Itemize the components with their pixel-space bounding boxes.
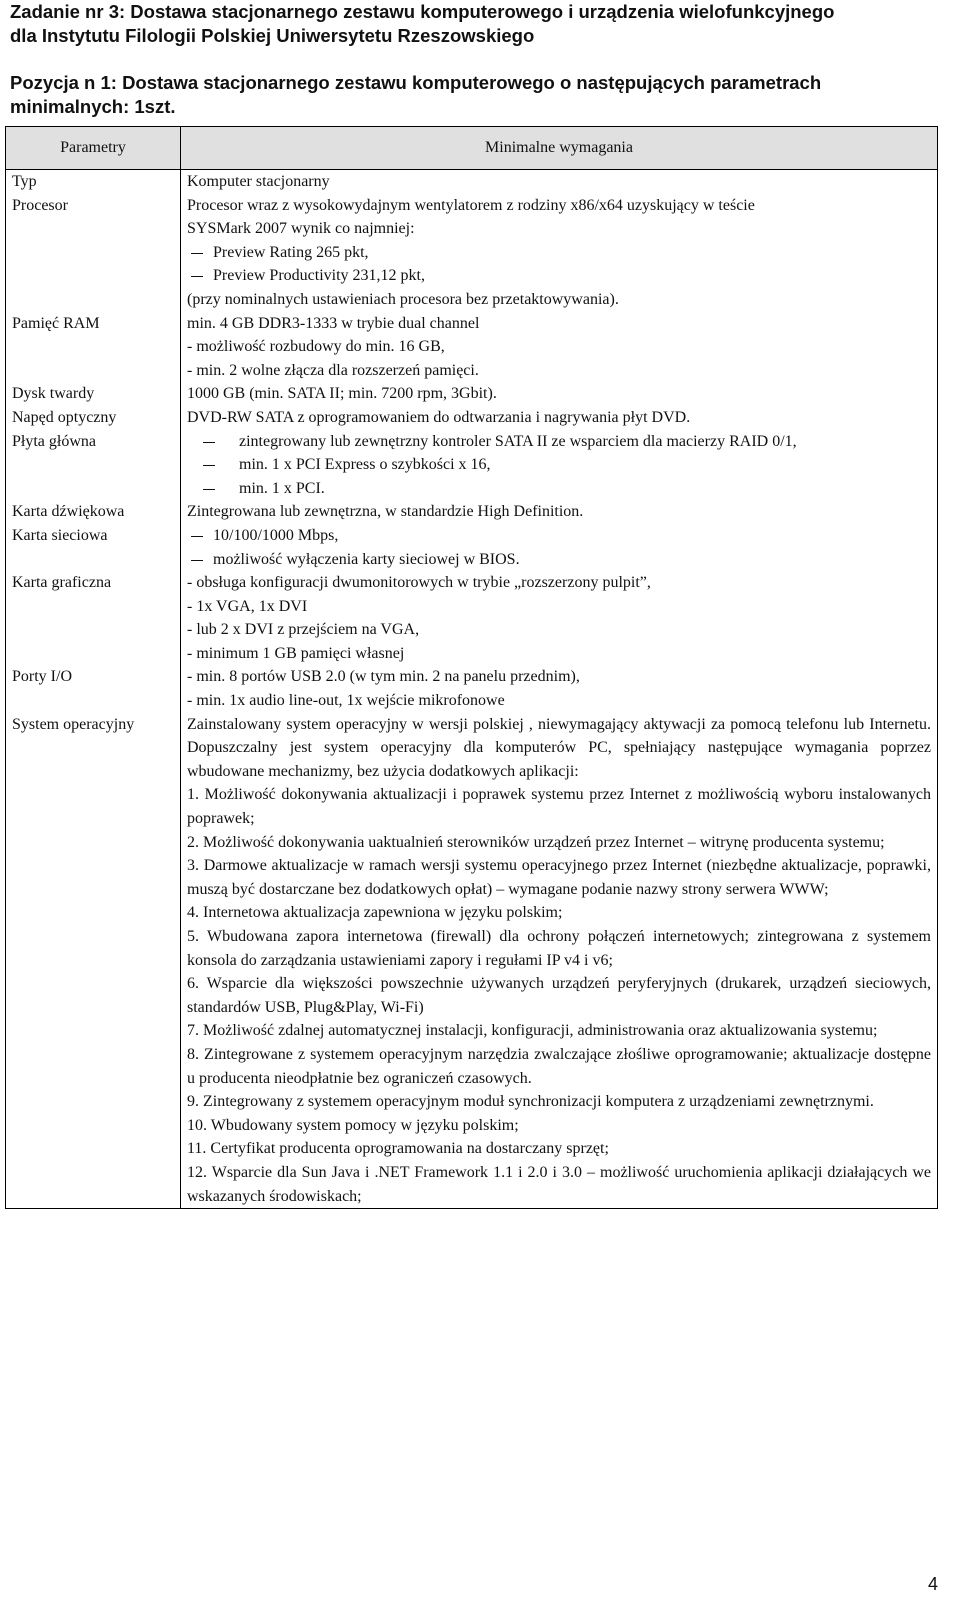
list-item: 8. Zintegrowane z systemem operacyjnym narzędzia zwalczające złośliwe oprogramowanie; aktualizacje dostępne u producenta nieodpłatnie bez ograniczeń czasowych.: [187, 1045, 931, 1087]
param-value: DVD-RW SATA z oprogramowaniem do odtwarzania i nagrywania płyt DVD.: [181, 406, 938, 430]
position-title-line-2: minimalnych: 1szt.: [10, 95, 176, 117]
list-item: 2. Możliwość dokonywania uaktualnień sterowników urządzeń przez Internet – witrynę producenta systemu;: [187, 833, 885, 851]
table-row: [6, 524, 938, 571]
list-item: Preview Productivity 231,12 pkt,: [187, 264, 931, 288]
list-item: 1. Możliwość dokonywania aktualizacji i poprawek systemu przez Internet z możliwością wyboru instalowanych poprawek;: [187, 786, 931, 828]
param-label: Dysk twardy: [6, 382, 181, 406]
table-row: [6, 170, 938, 194]
text-line: min. 4 GB DDR3-1333 w trybie dual channel: [187, 314, 480, 332]
dash-bullet-icon: [203, 489, 215, 490]
param-label: Napęd optyczny: [6, 406, 181, 430]
dash-bullet-icon: [203, 442, 215, 443]
page-number: 4: [927, 1574, 938, 1594]
list-item: 9. Zintegrowany z systemem operacyjnym moduł synchronizacji komputera z urządzeniami zewnętrznymi.: [187, 1093, 874, 1111]
table-row: [6, 713, 938, 1209]
text-paragraph: Zainstalowany system operacyjny w wersji polskiej , niewymagający aktywacji za pomocą telefonu lub Internetu. Dopuszczalny jest system operacyjny dla komputerów PC, spełniający następujące wymagania poprzez wbudowane mechanizmy, bez użycia dodatkowych aplikacji:: [187, 715, 931, 780]
text-line: SYSMark 2007 wynik co najmniej:: [187, 220, 415, 238]
spec-table: [5, 126, 938, 1209]
os-requirements-list: [187, 783, 931, 1208]
param-value: [181, 194, 938, 312]
task-title-line-1: Zadanie nr 3: Dostawa stacjonarnego zestawu komputerowego i urządzenia wielofunkcyjnego: [10, 1, 835, 22]
param-value: 1000 GB (min. SATA II; min. 7200 rpm, 3Gbit).: [181, 382, 938, 406]
param-value: [181, 713, 938, 1209]
table-header-row: [6, 127, 938, 170]
param-value: [181, 312, 938, 383]
param-value: Zintegrowana lub zewnętrzna, w standardzie High Definition.: [181, 500, 938, 524]
dash-bullet-icon: [203, 465, 215, 466]
text-line: (przy nominalnych ustawieniach procesora bez przetaktowywania).: [187, 290, 619, 308]
text-line: - możliwość rozbudowy do min. 16 GB,: [187, 338, 445, 356]
table-row: [6, 382, 938, 406]
list-item: 4. Internetowa aktualizacja zapewniona w języku polskim;: [187, 904, 563, 922]
list-item: 3. Darmowe aktualizacje w ramach wersji systemu operacyjnego przez Internet (niezbędne aktualizacje, poprawki, muszą być dostarczane bez dodatkowych opłat) – wymagane podanie nazwy strony serwera WWW;: [187, 857, 931, 898]
table-row: [6, 500, 938, 524]
text-line: - obsługa konfiguracji dwumonitorowych w trybie „rozszerzony pulpit”,: [187, 574, 651, 592]
list-item: zintegrowany lub zewnętrzny kontroler SATA II ze wsparciem dla macierzy RAID 0/1,: [187, 430, 931, 454]
param-label: Pamięć RAM: [6, 312, 181, 383]
text-line: - min. 1x audio line-out, 1x wejście mikrofonowe: [187, 692, 505, 710]
text-line: - 1x VGA, 1x DVI: [187, 597, 308, 615]
param-label: Typ: [6, 170, 181, 194]
text-line: - lub 2 x DVI z przejściem na VGA,: [187, 621, 420, 639]
text-line: - min. 2 wolne złącza dla rozszerzeń pamięci.: [187, 361, 479, 379]
param-label: System operacyjny: [6, 713, 181, 1209]
param-value: [181, 665, 938, 712]
list-item: min. 1 x PCI Express o szybkości x 16,: [187, 453, 931, 477]
list-item: 7. Możliwość zdalnej automatycznej instalacji, konfiguracji, administrowania oraz aktualizowania systemu;: [187, 1022, 878, 1040]
param-label: Porty I/O: [6, 665, 181, 712]
column-header-wymagania: Minimalne wymagania: [181, 127, 938, 170]
param-value: [181, 524, 938, 571]
list-item: Preview Rating 265 pkt,: [187, 241, 931, 265]
list-item: min. 1 x PCI.: [187, 477, 931, 501]
table-row: [6, 312, 938, 383]
list-item: możliwość wyłączenia karty sieciowej w BIOS.: [187, 548, 931, 572]
document-header: [10, 0, 948, 118]
dash-bullet-icon: [191, 253, 203, 254]
list-item: 10. Wbudowany system pomocy w języku polskim;: [187, 1116, 519, 1134]
param-value: [181, 430, 938, 501]
list-item: 12. Wsparcie dla Sun Java i .NET Framework 1.1 i 2.0 i 3.0 – możliwość uruchomienia aplikacji działających we wskazanych środowiskach;: [187, 1163, 931, 1205]
list-item: 11. Certyfikat producenta oprogramowania na dostarczany sprzęt;: [187, 1140, 609, 1158]
list-item: 6. Wsparcie dla większości powszechnie używanych urządzeń peryferyjnych (drukarek, urządzeń sieciowych, standardów USB, Plug&Play, Wi-Fi): [187, 975, 931, 1016]
task-title-line-2: dla Instytutu Filologii Polskiej Uniwersytetu Rzeszowskiego: [10, 24, 535, 46]
table-row: [6, 194, 938, 312]
column-header-parametry: Parametry: [6, 127, 181, 170]
text-line: Procesor wraz z wysokowydajnym wentylatorem z rodziny x86/x64 uzyskujący w teście: [187, 196, 755, 214]
table-row: [6, 430, 938, 501]
param-label: Płyta główna: [6, 430, 181, 501]
table-row: [6, 571, 938, 665]
dash-bullet-icon: [191, 560, 203, 561]
position-title-line-1: Pozycja n 1: Dostawa stacjonarnego zestawu komputerowego o następujących parametrach: [10, 72, 822, 93]
list-item: 10/100/1000 Mbps,: [187, 524, 931, 548]
param-label: Karta graficzna: [6, 571, 181, 665]
table-row: [6, 406, 938, 430]
text-line: - minimum 1 GB pamięci własnej: [187, 644, 405, 662]
param-label: Karta sieciowa: [6, 524, 181, 571]
table-row: [6, 665, 938, 712]
text-line: - min. 8 portów USB 2.0 (w tym min. 2 na panelu przednim),: [187, 668, 580, 686]
param-label: Karta dźwiękowa: [6, 500, 181, 524]
dash-bullet-icon: [191, 276, 203, 277]
param-value: [181, 571, 938, 665]
dash-bullet-icon: [191, 536, 203, 537]
param-value: Komputer stacjonarny: [181, 170, 938, 194]
param-label: Procesor: [6, 194, 181, 312]
list-item: 5. Wbudowana zapora internetowa (firewall) dla ochrony połączeń internetowych; zintegrowana z systemem konsola do zarządzania ustawieniami zapory i regułami IP v4 i v6;: [187, 928, 931, 969]
